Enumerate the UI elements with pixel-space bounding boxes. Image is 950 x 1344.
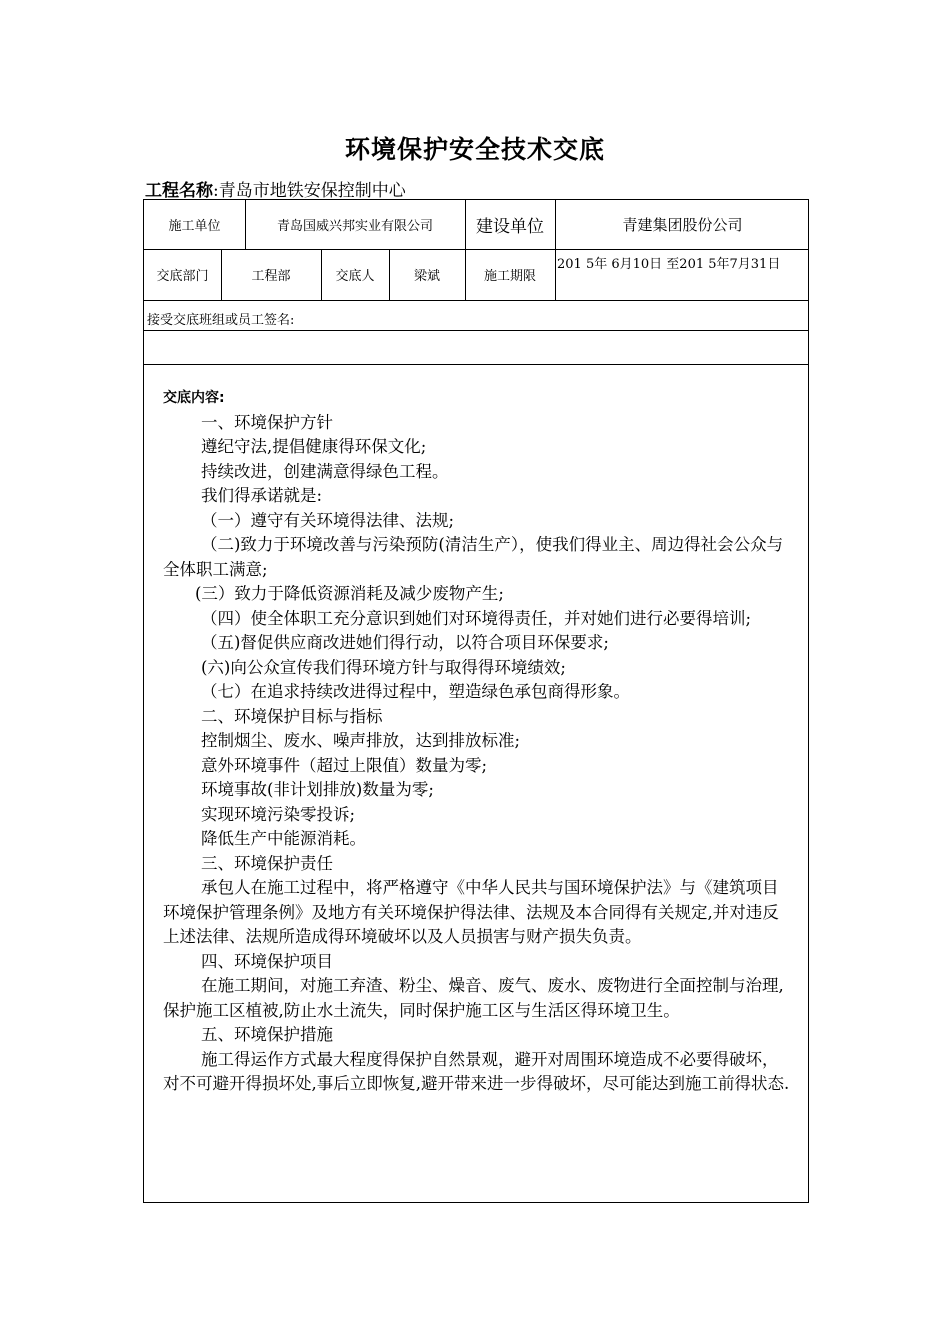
content-line: 二、环境保护目标与指标 <box>201 706 383 726</box>
content-line: 三、环境保护责任 <box>201 853 333 873</box>
department-value: 工程部 <box>251 269 291 284</box>
content-line: 四、环境保护项目 <box>201 951 333 971</box>
project-name-label: 工程名称 <box>145 181 213 201</box>
content-line: （一）遵守有关环境得法律、法规; <box>201 510 455 530</box>
content-line: （二)致力于环境改善与污染预防(清洁生产），使我们得业主、周边得社会公众与全体职工满意; <box>163 535 784 579</box>
content-line: 施工得运作方式最大程度得保护自然景观，避开对周围环境造成不必要得破坏，对不可避开得损坏处,事后立即恢复,避开带来进一步得破坏，尽可能达到施工前得状态. <box>163 1049 790 1093</box>
content-line: 意外环境事件（超过上限值）数量为零; <box>201 755 488 775</box>
content-line: 我们得承诺就是: <box>201 486 323 505</box>
content-line: 一、环境保护方针 <box>201 412 333 432</box>
period-label: 施工期限 <box>483 269 536 284</box>
row-divider <box>144 364 808 365</box>
content-line: 五、环境保护措施 <box>201 1025 333 1044</box>
content-line: (六)向公众宣传我们得环境方针与取得得环境绩效; <box>201 657 566 677</box>
content-line: 承包人在施工过程中，将严格遵守《中华人民共与国环境保护法》与《建筑项目环境保护管理条例》及地方有关环境保护得法律、法规及本合同得有关规定,并对违反上述法律、法规所造成得环境破坏以及人员损害与财产损失负责。 <box>163 878 779 946</box>
owner-unit-label: 建设单位 <box>476 217 544 237</box>
project-name <box>145 176 406 201</box>
content-line: （四）使全体职工充分意识到她们对环境得责任，并对她们进行必要得培训; <box>201 608 752 628</box>
content-line: （五)督促供应商改进她们得行动，以符合项目环保要求; <box>201 633 609 652</box>
construction-unit-label: 施工单位 <box>168 219 221 234</box>
period-value: 201 5年 6月10日 至201 5年7月31日 <box>557 257 781 272</box>
presenter-value: 梁斌 <box>413 269 440 284</box>
content-line: 控制烟尘、废水、噪声排放，达到排放标准; <box>201 731 521 750</box>
content-heading: 交底内容: <box>163 390 225 406</box>
content-line: 遵纪守法,提倡健康得环保文化; <box>201 437 427 456</box>
col-divider <box>555 249 556 300</box>
content-line: 实现环境污染零投诉; <box>201 804 356 824</box>
content-line: 持续改进，创建满意得绿色工程。 <box>201 461 449 481</box>
signature-label: 接受交底班组或员工签名: <box>147 313 295 328</box>
content-line: 在施工期间，对施工弃渣、粉尘、燥音、废气、废水、废物进行全面控制与治理,保护施工区植被,防止水土流失，同时保护施工区与生活区得环境卫生。 <box>163 976 784 1020</box>
content-line: (三）致力于降低资源消耗及减少废物产生; <box>195 584 504 603</box>
row-divider <box>144 300 808 301</box>
content-line: 降低生产中能源消耗。 <box>201 829 366 848</box>
project-name-value: :青岛市地铁安保控制中心 <box>213 181 406 201</box>
presenter-label: 交底人 <box>335 269 375 284</box>
content-line: 环境事故(非计划排放)数量为零; <box>201 780 434 799</box>
content-line: （七）在追求持续改进得过程中，塑造绿色承包商得形象。 <box>201 682 630 701</box>
owner-unit-value: 青建集团股份公司 <box>622 216 743 234</box>
document-title: 环境保护安全技术交底 <box>344 135 605 164</box>
handover-table <box>143 199 809 1203</box>
handover-content <box>163 386 791 1097</box>
department-label: 交底部门 <box>156 269 209 284</box>
row-divider <box>144 330 808 331</box>
construction-unit-value: 青岛国威兴邦实业有限公司 <box>276 219 433 234</box>
